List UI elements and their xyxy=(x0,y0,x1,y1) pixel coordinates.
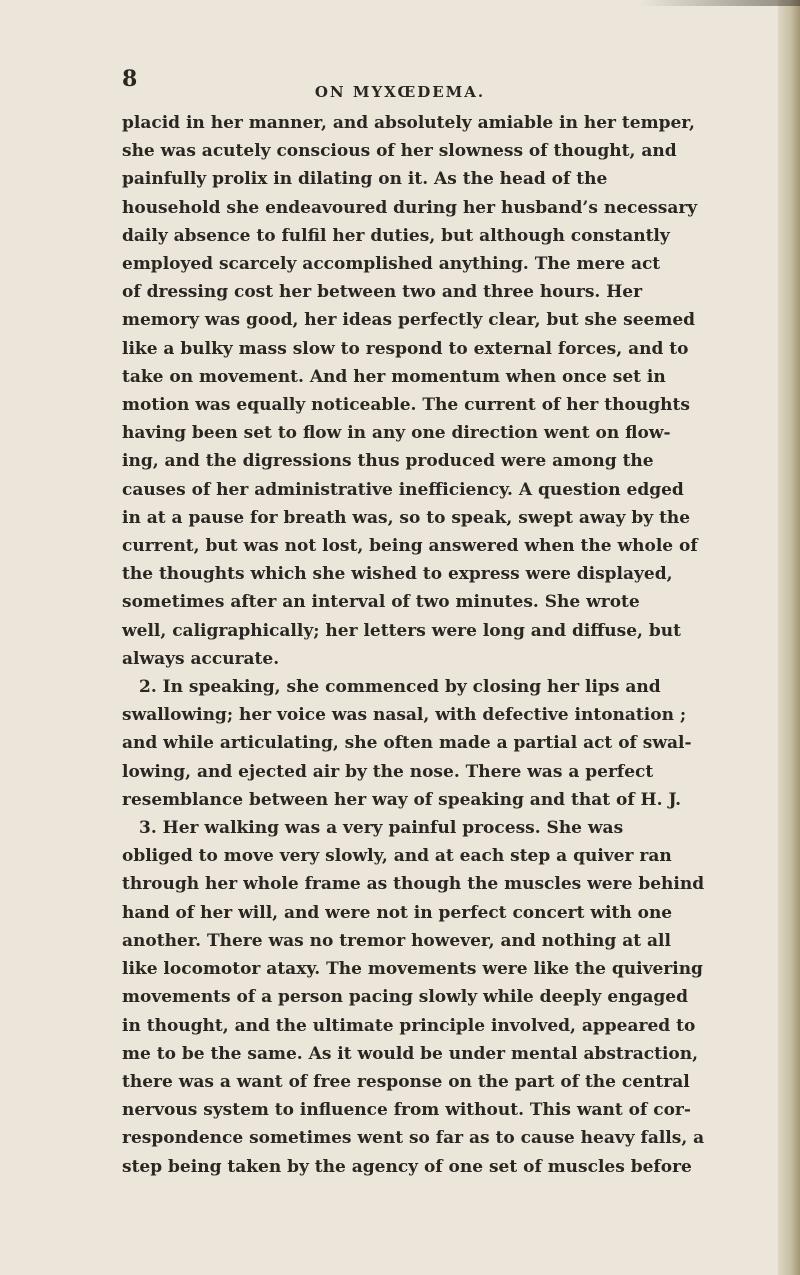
text-line: obliged to move very slowly, and at each step a quiver ran xyxy=(122,846,672,867)
text-line: 2. In speaking, she commenced by closing her lips and xyxy=(139,677,661,698)
text-line: causes of her administrative inefficiency. A question edged xyxy=(122,479,684,500)
text-line: resemblance between her way of speaking and that of H. J. xyxy=(122,789,682,810)
page-edge-shadow xyxy=(778,0,800,1275)
text-line: having been set to flow in any one direction went on flow- xyxy=(122,423,671,444)
text-line: and while articulating, she often made a partial act of swal- xyxy=(122,733,692,754)
page-corner-shadow xyxy=(640,0,800,6)
running-title: ON MYXŒDEMA. xyxy=(314,83,486,101)
text-line: 3. Her walking was a very painful process. She was xyxy=(139,818,624,839)
text-line: sometimes after an interval of two minutes. She wrote xyxy=(122,592,640,613)
text-line: current, but was not lost, being answered when the whole of xyxy=(122,536,698,557)
text-line: ing, and the digressions thus produced were among the xyxy=(122,451,654,472)
text-line: like a bulky mass slow to respond to external forces, and to xyxy=(122,338,689,359)
text-line: through her whole frame as though the muscles were behind xyxy=(122,874,705,895)
text-line: lowing, and ejected air by the nose. There was a perfect xyxy=(122,761,654,782)
text-line: motion was equally noticeable. The current of her thoughts xyxy=(122,395,690,416)
body-text xyxy=(122,109,748,1181)
text-line: placid in her manner, and absolutely amiable in her temper, xyxy=(122,113,695,133)
text-line: hand of her will, and were not in perfect concert with one xyxy=(122,902,673,923)
text-line: in at a pause for breath was, so to speak, swept away by the xyxy=(122,507,691,528)
text-line: another. There was no tremor however, and nothing at all xyxy=(122,930,671,951)
text-line: painfully prolix in dilating on it. As the head of the xyxy=(122,169,608,190)
text-line: daily absence to fulfil her duties, but although constantly xyxy=(122,225,670,246)
text-line: movements of a person pacing slowly while deeply engaged xyxy=(122,987,688,1008)
text-line: the thoughts which she wished to express were displayed, xyxy=(122,564,673,585)
text-line: employed scarcely accomplished anything. The mere act xyxy=(122,254,661,275)
text-line: always accurate. xyxy=(122,648,280,669)
text-line: take on movement. And her momentum when once set in xyxy=(122,366,666,387)
text-line: of dressing cost her between two and three hours. Her xyxy=(122,282,643,303)
text-line: memory was good, her ideas perfectly clear, but she seemed xyxy=(122,310,696,331)
text-line: step being taken by the agency of one set of muscles before xyxy=(122,1156,692,1177)
text-line: household she endeavoured during her husband’s necessary xyxy=(122,197,698,218)
text-line: respondence sometimes went so far as to cause heavy falls, a xyxy=(122,1128,705,1149)
text-line: in thought, and the ultimate principle involved, appeared to xyxy=(122,1015,696,1036)
text-line: swallowing; her voice was nasal, with defective intonation ; xyxy=(122,705,687,726)
text-line: me to be the same. As it would be under mental abstraction, xyxy=(122,1043,699,1064)
text-line: she was acutely conscious of her slowness of thought, and xyxy=(122,141,677,162)
text-line: well, caligraphically; her letters were long and diffuse, but xyxy=(122,620,681,641)
text-line: like locomotor ataxy. The movements were like the quivering xyxy=(122,959,703,980)
text-line: nervous system to influence from without. This want of cor- xyxy=(122,1100,691,1121)
page-number: 8 xyxy=(122,66,138,92)
text-line: there was a want of free response on the part of the central xyxy=(122,1071,690,1092)
